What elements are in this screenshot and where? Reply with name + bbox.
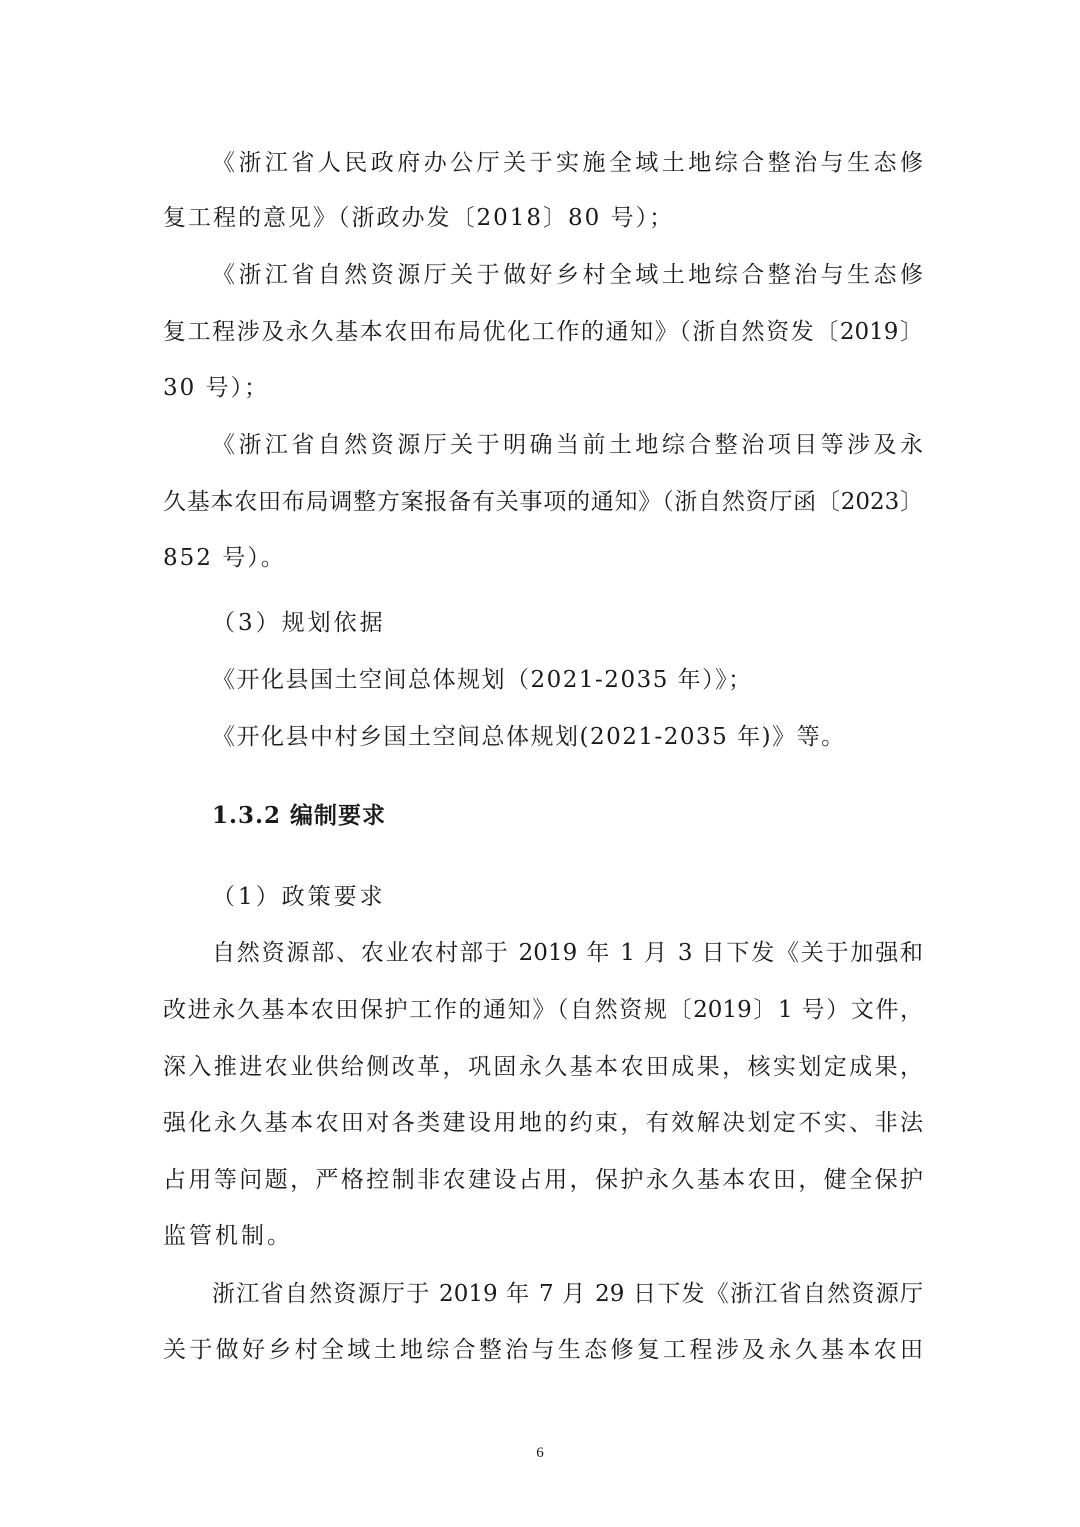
- page-number: 6: [536, 1445, 544, 1461]
- text-line: 监管机制。: [163, 1223, 293, 1249]
- text-line: 改进永久基本农田保护工作的通知》（自然资规〔2019〕1 号）文件，: [163, 997, 923, 1023]
- section-heading: 1.3.2 编制要求: [212, 802, 387, 829]
- text-line: 《浙江省自然资源厅关于明确当前土地综合整治项目等涉及永: [212, 432, 923, 458]
- text-line: 自然资源部、农业农村部于 2019 年 1 月 3 日下发《关于加强和: [212, 940, 923, 966]
- text-line: 《浙江省自然资源厅关于做好乡村全域土地综合整治与生态修: [212, 262, 923, 288]
- text-line: 浙江省自然资源厅于 2019 年 7 月 29 日下发《浙江省自然资源厅: [212, 1281, 923, 1307]
- text-line: 《开化县国土空间总体规划（2021-2035 年）》；: [212, 667, 753, 693]
- section-label: （3）规划依据: [212, 610, 386, 636]
- section-label: （1）政策要求: [212, 884, 386, 910]
- text-line: 852 号）。: [163, 545, 286, 571]
- text-line: 强化永久基本农田对各类建设用地的约束，有效解决划定不实、非法: [163, 1110, 923, 1136]
- text-line: 《浙江省人民政府办公厅关于实施全域土地综合整治与生态修: [212, 150, 923, 176]
- text-line: 复工程涉及永久基本农田布局优化工作的通知》（浙自然资发〔2019〕: [163, 319, 923, 345]
- text-line: 深入推进农业供给侧改革，巩固永久基本农田成果，核实划定成果，: [163, 1054, 923, 1080]
- text-line: 30 号）；: [163, 375, 270, 401]
- text-line: 复工程的意见》（浙政办发〔2018〕80 号）；: [163, 205, 675, 231]
- text-line: 关于做好乡村全域土地综合整治与生态修复工程涉及永久基本农田: [163, 1337, 923, 1363]
- text-line: 《开化县中村乡国土空间总体规划(2021-2035 年)》等。: [212, 724, 846, 750]
- text-line: 占用等问题，严格控制非农建设占用，保护永久基本农田，健全保护: [163, 1167, 923, 1193]
- text-line: 久基本农田布局调整方案报备有关事项的通知》（浙自然资厅函〔2023〕: [163, 489, 923, 515]
